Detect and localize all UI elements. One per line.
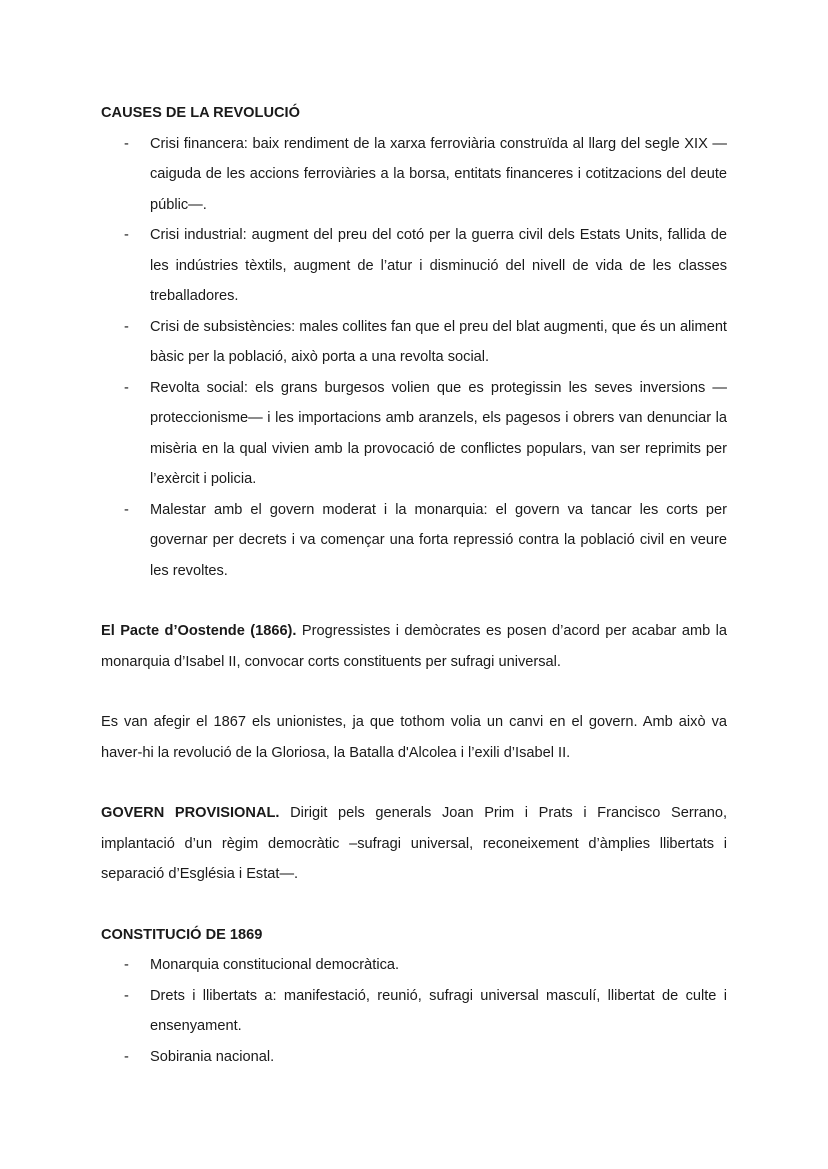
list-bullet: - xyxy=(124,987,129,1004)
list-bullet: - xyxy=(124,957,129,973)
list-item-text: Crisi industrial: augment del preu del cotó per la guerra civil dels Estats Units, fallida de les indústries tèxtils, augment de l’atur i disminució del nivell de vida de les classes treballadores. xyxy=(150,227,727,304)
list-bullet: - xyxy=(124,1048,129,1065)
list-item xyxy=(101,312,727,373)
list-item xyxy=(101,495,727,587)
unionistes-paragraph: Es van afegir el 1867 els unionistes, ja que tothom volia un canvi en el govern. Amb això va haver-hi la revolució de la Gloriosa, la Batalla d'Alcolea i l’exili d’Isabel II. xyxy=(101,714,727,761)
pacte-paragraph xyxy=(101,616,727,677)
pacte-text: Progressistes i demòcrates es posen d’acord per acabar amb la monarquia d’Isabel II, convocar corts constituents per sufragi universal. xyxy=(101,623,727,670)
govern-title: GOVERN PROVISIONAL. xyxy=(101,805,280,821)
list-item xyxy=(101,220,727,312)
list-item-text: Crisi de subsistències: males collites fan que el preu del blat augmenti, que és un aliment bàsic per la població, això porta a una revolta social. xyxy=(150,318,727,365)
list-item xyxy=(101,1042,727,1073)
list-bullet: - xyxy=(124,227,129,243)
list-item-text: Monarquia constitucional democràtica. xyxy=(150,957,400,973)
list-bullet: - xyxy=(124,135,129,152)
list-item-text: Crisi financera: baix rendiment de la xarxa ferroviària construïda al llarg del segle XIX —caiguda de les accions ferroviàries a la borsa, entitats financeres i cotitzacions del deute públic—. xyxy=(150,135,727,213)
govern-paragraph xyxy=(101,798,727,890)
constitucio-heading: CONSTITUCIÓ DE 1869 xyxy=(101,926,263,943)
pacte-title: El Pacte d’Oostende (1866). xyxy=(101,623,297,639)
list-item xyxy=(101,950,727,981)
list-bullet: - xyxy=(124,318,129,335)
list-item-text: Revolta social: els grans burgesos volien que es protegissin les seves inversions —proteccionisme— i les importacions amb aranzels, els pagesos i obrers van denunciar la misèria en la qual vivien amb la provocació de conflictes populars, van ser reprimits per l’exèrcit i policia. xyxy=(150,379,727,487)
list-bullet: - xyxy=(124,501,129,518)
constitucio-list xyxy=(101,950,727,1072)
list-item-text: Drets i llibertats a: manifestació, reunió, sufragi universal masculí, llibertat de culte i ensenyament. xyxy=(150,987,727,1034)
list-item xyxy=(101,373,727,495)
document-content xyxy=(101,98,727,1072)
list-item xyxy=(101,981,727,1042)
list-item xyxy=(101,129,727,221)
list-item-text: Sobirania nacional. xyxy=(150,1048,275,1065)
list-bullet: - xyxy=(124,379,129,396)
list-item-text: Malestar amb el govern moderat i la monarquia: el govern va tancar les corts per governar per decrets i va començar una forta repressió contra la població civil en veure les revoltes. xyxy=(150,501,727,579)
causes-heading: CAUSES DE LA REVOLUCIÓ xyxy=(101,105,300,121)
govern-text: Dirigit pels generals Joan Prim i Prats i Francisco Serrano, implantació d’un règim democràtic –sufragi universal, reconeixement d’àmplies llibertats i separació d’Església i Estat—. xyxy=(101,805,728,882)
causes-list xyxy=(101,129,727,587)
